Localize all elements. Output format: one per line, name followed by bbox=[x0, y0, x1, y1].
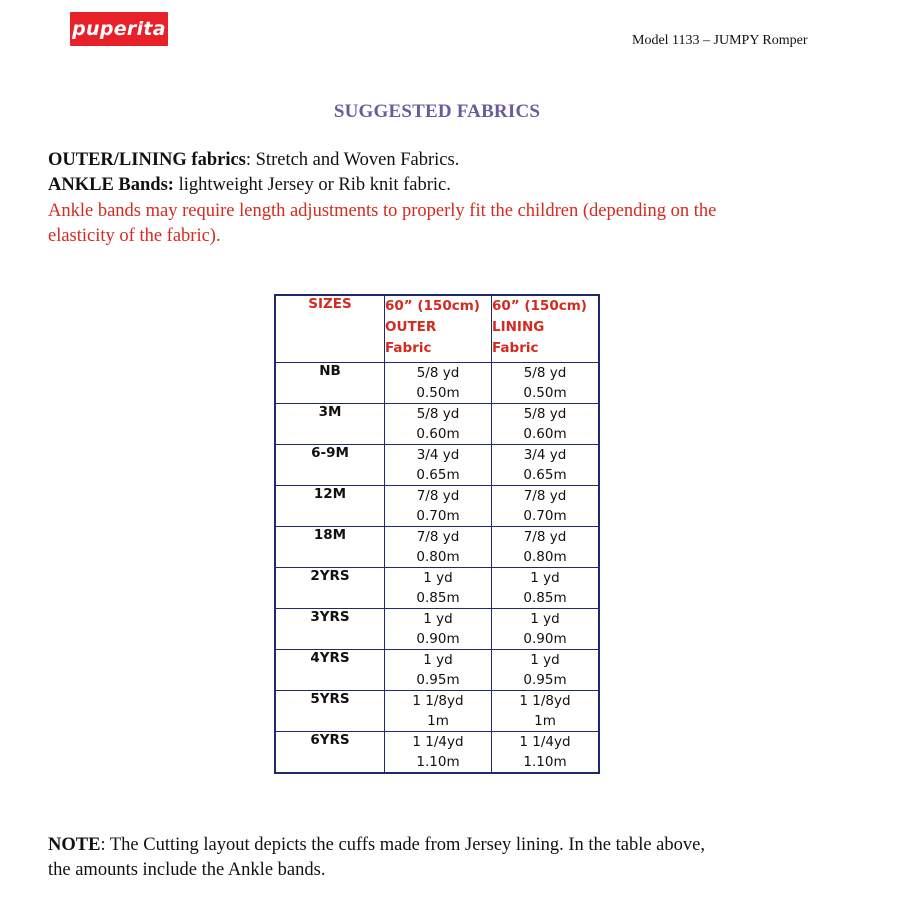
lining-amount-cell bbox=[492, 568, 600, 609]
outer-yards: 1 yd bbox=[423, 652, 453, 668]
outer-amount-cell bbox=[385, 363, 492, 404]
size-cell: 6-9M bbox=[275, 445, 385, 486]
size-cell: 4YRS bbox=[275, 650, 385, 691]
model-label: Model 1133 – JUMPY Romper bbox=[632, 33, 808, 48]
table-row bbox=[275, 527, 599, 568]
lining-amount-cell bbox=[492, 691, 600, 732]
outer-meters: 0.65m bbox=[416, 467, 460, 483]
table-row bbox=[275, 363, 599, 404]
outer-meters: 0.85m bbox=[416, 590, 460, 606]
size-cell: 2YRS bbox=[275, 568, 385, 609]
outer-lining-label: OUTER/LINING fabrics bbox=[48, 150, 246, 170]
ankle-bands-text: lightweight Jersey or Rib knit fabric. bbox=[173, 175, 451, 195]
ankle-bands-line bbox=[48, 175, 451, 196]
lining-amount-cell bbox=[492, 650, 600, 691]
outer-yards: 5/8 yd bbox=[416, 406, 460, 422]
lining-amount-cell bbox=[492, 609, 600, 650]
lining-meters: 1m bbox=[534, 713, 556, 729]
warning-line-1: Ankle bands may require length adjustments to properly fit the children (depending on the bbox=[48, 201, 717, 221]
lining-yards: 3/4 yd bbox=[523, 447, 567, 463]
outer-amount-cell bbox=[385, 486, 492, 527]
table-row bbox=[275, 732, 599, 774]
header-outer-line: Fabric bbox=[385, 340, 432, 356]
outer-amount-cell bbox=[385, 568, 492, 609]
outer-yards: 1 yd bbox=[423, 570, 453, 586]
lining-meters: 0.95m bbox=[523, 672, 567, 688]
header-outer-line: 60” (150cm) bbox=[385, 298, 480, 314]
note-line-1 bbox=[48, 835, 705, 856]
outer-amount-cell bbox=[385, 445, 492, 486]
outer-meters: 0.90m bbox=[416, 631, 460, 647]
outer-amount-cell bbox=[385, 527, 492, 568]
table-row bbox=[275, 404, 599, 445]
size-cell: NB bbox=[275, 363, 385, 404]
outer-amount-cell bbox=[385, 404, 492, 445]
outer-meters: 0.70m bbox=[416, 508, 460, 524]
note-line-2: the amounts include the Ankle bands. bbox=[48, 860, 326, 880]
header-lining-line: LINING bbox=[492, 319, 545, 335]
logo-text: puperita bbox=[72, 18, 166, 40]
fabric-requirements-table bbox=[274, 294, 600, 774]
lining-meters: 0.90m bbox=[523, 631, 567, 647]
warning-line-2: elasticity of the fabric). bbox=[48, 226, 221, 246]
outer-yards: 1 yd bbox=[423, 611, 453, 627]
outer-lining-text: : Stretch and Woven Fabrics. bbox=[245, 150, 460, 170]
table-row bbox=[275, 486, 599, 527]
note-text-1: : The Cutting layout depicts the cuffs made from Jersey lining. In the table above, bbox=[100, 835, 705, 855]
outer-amount-cell bbox=[385, 691, 492, 732]
header-outer bbox=[385, 295, 492, 363]
lining-amount-cell bbox=[492, 363, 600, 404]
lining-yards: 1 1/8yd bbox=[519, 693, 571, 709]
outer-amount-cell bbox=[385, 650, 492, 691]
outer-meters: 0.60m bbox=[416, 426, 460, 442]
table-header-row bbox=[275, 295, 599, 363]
table-row bbox=[275, 568, 599, 609]
lining-meters: 0.60m bbox=[523, 426, 567, 442]
table-row bbox=[275, 650, 599, 691]
lining-yards: 7/8 yd bbox=[523, 488, 567, 504]
header-lining-line: Fabric bbox=[492, 340, 539, 356]
header-sizes: SIZES bbox=[275, 295, 385, 363]
outer-meters: 0.95m bbox=[416, 672, 460, 688]
lining-meters: 0.85m bbox=[523, 590, 567, 606]
lining-yards: 1 1/4yd bbox=[519, 734, 571, 750]
outer-amount-cell bbox=[385, 732, 492, 774]
table-row bbox=[275, 445, 599, 486]
size-cell: 6YRS bbox=[275, 732, 385, 774]
outer-meters: 1.10m bbox=[416, 754, 460, 770]
lining-yards: 7/8 yd bbox=[523, 529, 567, 545]
outer-yards: 7/8 yd bbox=[416, 488, 460, 504]
lining-meters: 0.70m bbox=[523, 508, 567, 524]
lining-yards: 5/8 yd bbox=[523, 406, 567, 422]
lining-meters: 0.65m bbox=[523, 467, 567, 483]
outer-lining-line bbox=[48, 150, 459, 171]
outer-yards: 7/8 yd bbox=[416, 529, 460, 545]
size-cell: 3M bbox=[275, 404, 385, 445]
outer-yards: 5/8 yd bbox=[416, 365, 460, 381]
lining-amount-cell bbox=[492, 732, 600, 774]
page-title: SUGGESTED FABRICS bbox=[333, 101, 541, 122]
outer-meters: 0.50m bbox=[416, 385, 460, 401]
header-outer-line: OUTER bbox=[385, 319, 437, 335]
ankle-bands-label: ANKLE Bands: bbox=[48, 175, 174, 195]
lining-yards: 1 yd bbox=[530, 652, 560, 668]
lining-amount-cell bbox=[492, 404, 600, 445]
size-cell: 5YRS bbox=[275, 691, 385, 732]
table-row bbox=[275, 609, 599, 650]
brand-logo bbox=[70, 12, 168, 46]
size-cell: 3YRS bbox=[275, 609, 385, 650]
lining-meters: 1.10m bbox=[523, 754, 567, 770]
size-cell: 12M bbox=[275, 486, 385, 527]
table-row bbox=[275, 691, 599, 732]
lining-amount-cell bbox=[492, 486, 600, 527]
outer-yards: 1 1/8yd bbox=[412, 693, 464, 709]
lining-yards: 1 yd bbox=[530, 570, 560, 586]
outer-meters: 0.80m bbox=[416, 549, 460, 565]
header-lining-line: 60” (150cm) bbox=[492, 298, 587, 314]
lining-meters: 0.80m bbox=[523, 549, 567, 565]
note-label: NOTE bbox=[48, 835, 101, 855]
outer-yards: 3/4 yd bbox=[416, 447, 460, 463]
outer-yards: 1 1/4yd bbox=[412, 734, 464, 750]
header-lining bbox=[492, 295, 600, 363]
outer-meters: 1m bbox=[427, 713, 449, 729]
lining-yards: 5/8 yd bbox=[523, 365, 567, 381]
lining-amount-cell bbox=[492, 445, 600, 486]
lining-amount-cell bbox=[492, 527, 600, 568]
size-cell: 18M bbox=[275, 527, 385, 568]
lining-yards: 1 yd bbox=[530, 611, 560, 627]
lining-meters: 0.50m bbox=[523, 385, 567, 401]
outer-amount-cell bbox=[385, 609, 492, 650]
